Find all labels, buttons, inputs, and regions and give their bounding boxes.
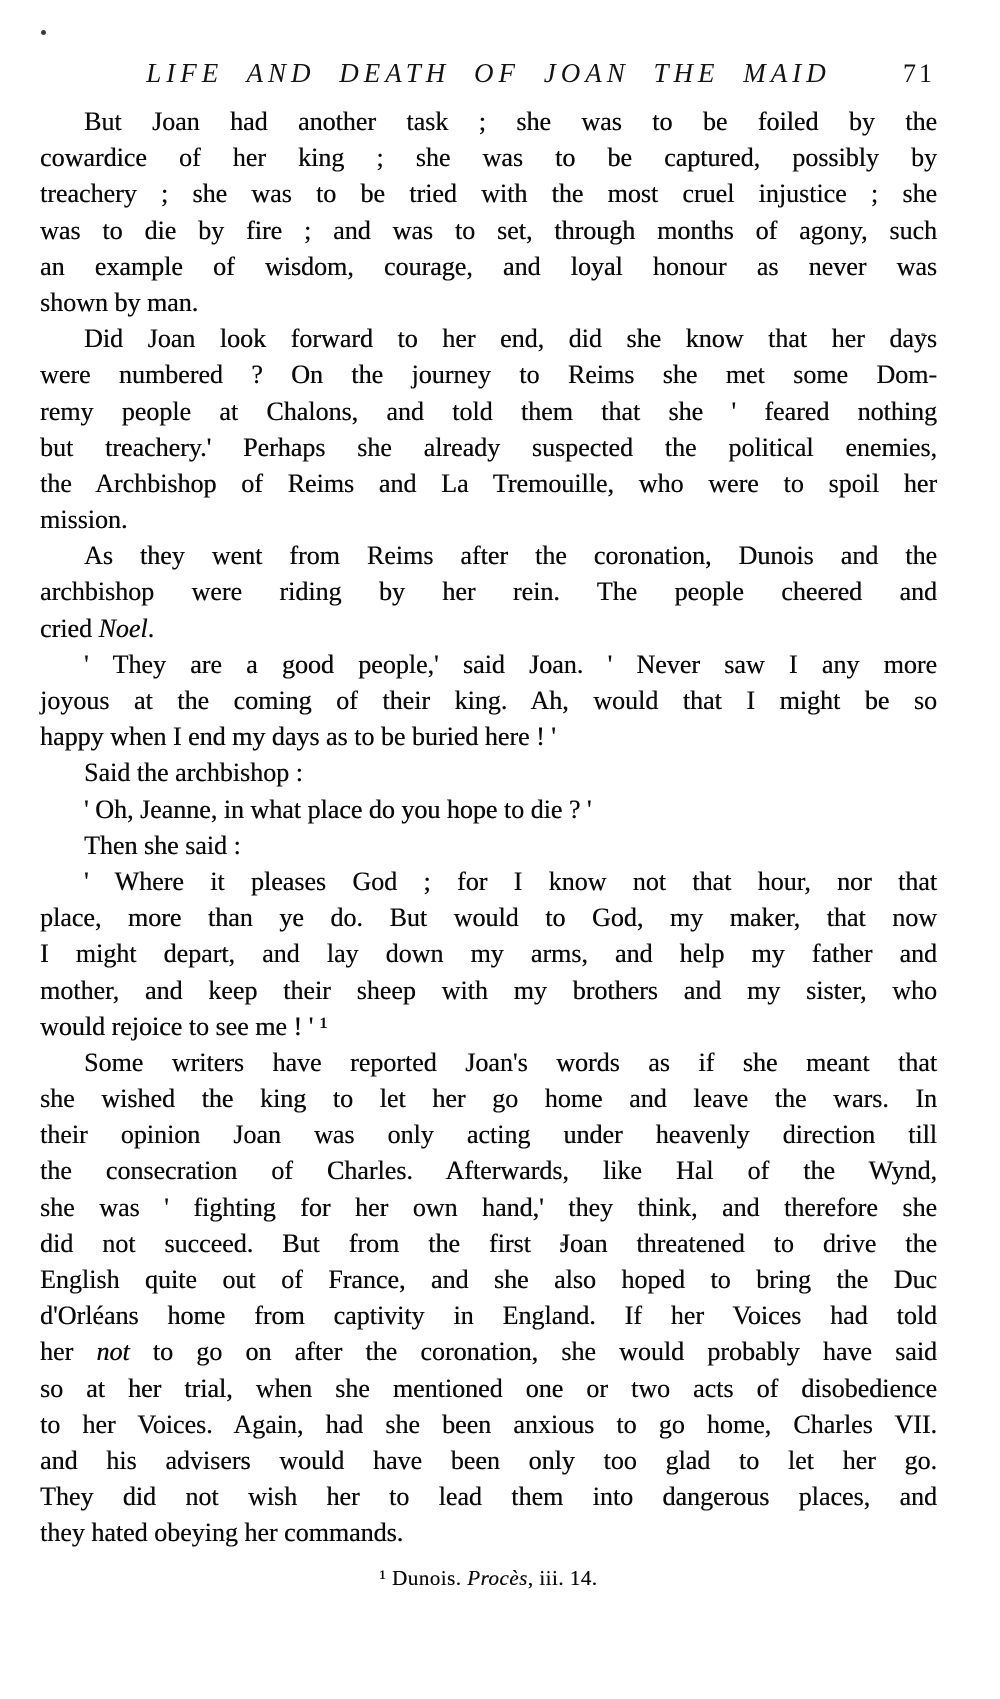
text-line: Then she said :	[84, 830, 241, 860]
paragraph	[40, 755, 937, 791]
text-line: treachery ; she was to be tried with the most cruel injustice ; she	[40, 179, 937, 209]
text-line: so at her trial, when she mentioned one or two acts of disobedience	[40, 1373, 937, 1403]
text-line: Said the archbishop :	[84, 758, 303, 788]
text-line: were numbered ? On the journey to Reims she met some Dom-	[40, 360, 937, 390]
paragraph	[40, 864, 937, 1045]
body-text	[40, 104, 937, 1552]
text-line: joyous at the coming of their king. Ah, would that I might be so	[40, 686, 937, 715]
text-line: ' Oh, Jeanne, in what place do you hope to die ? '	[84, 794, 592, 824]
text-line: and his advisers would have been only too glad to let her go.	[40, 1445, 937, 1475]
text-line: did not succeed. But from the first Joan threatened to drive the	[40, 1228, 937, 1258]
paragraph	[40, 321, 937, 538]
running-header-title: LIFE AND DEATH OF JOAN THE MAID	[146, 58, 831, 88]
paragraph	[40, 647, 937, 756]
text-line: remy people at Chalons, and told them that she ' feared nothing	[40, 396, 937, 426]
text-line: ' They are a good people,' said Joan. ' Never saw I any more	[84, 649, 937, 679]
text-line: she was ' fighting for her own hand,' they think, and therefore she	[40, 1192, 937, 1222]
text-line: They did not wish her to lead them into dangerous places, and	[40, 1482, 937, 1512]
text-line: mission.	[40, 505, 128, 535]
paragraph	[40, 538, 937, 647]
text-line: her not to go on after the coronation, she would probably have said	[40, 1337, 937, 1367]
text-line: an example of wisdom, courage, and loyal honour as never was	[40, 251, 937, 281]
paragraph	[40, 828, 937, 864]
text-line: Some writers have reported Joan's words as if she meant that	[84, 1047, 937, 1077]
text-line: archbishop were riding by her rein. The people cheered and	[40, 577, 937, 607]
text-line: English quite out of France, and she also hoped to bring the Duc	[40, 1265, 937, 1294]
text-line: cowardice of her king ; she was to be captured, possibly by	[40, 143, 937, 173]
text-line: shown by man.	[40, 287, 199, 317]
text-line: their opinion Joan was only acting under heavenly direction till	[40, 1120, 937, 1150]
text-line: to her Voices. Again, had she been anxious to go home, Charles VII.	[40, 1409, 937, 1439]
text-line: d'Orléans home from captivity in England. If her Voices had told	[40, 1301, 937, 1331]
text-line: mother, and keep their sheep with my brothers and my sister, who	[40, 975, 937, 1005]
text-line: the Archbishop of Reims and La Tremouille, who were to spoil her	[40, 468, 937, 498]
text-line: was to die by fire ; and was to set, through months of agony, such	[40, 215, 937, 245]
paragraph	[40, 792, 937, 828]
text-line: would rejoice to see me ! ' ¹	[40, 1011, 328, 1041]
text-line: they hated obeying her commands.	[40, 1518, 404, 1548]
text-line: ' Where it pleases God ; for I know not that hour, nor that	[84, 866, 937, 896]
text-line: she wished the king to let her go home and leave the wars. In	[40, 1084, 937, 1114]
text-line: cried Noel.	[40, 613, 155, 643]
text-line: place, more than ye do. But would to God, my maker, that now	[40, 903, 937, 933]
text-line: As they went from Reims after the coronation, Dunois and the	[84, 541, 937, 571]
text-line: but treachery.' Perhaps she already suspected the political enemies,	[40, 432, 937, 462]
text-line: I might depart, and lay down my arms, and help my father and	[40, 939, 937, 969]
text-line: the consecration of Charles. Afterwards, like Hal of the Wynd,	[40, 1156, 937, 1186]
footnote: ¹ Dunois. Procès, iii. 14.	[379, 1566, 598, 1590]
text-line: But Joan had another task ; she was to be foiled by the	[84, 107, 937, 136]
paragraph	[40, 104, 937, 321]
text-line: Did Joan look forward to her end, did she know that her days	[84, 324, 937, 354]
text-line: happy when I end my days as to be buried here ! '	[40, 722, 556, 752]
page-number: 71	[903, 59, 935, 88]
scan-speck	[41, 30, 46, 35]
paragraph	[40, 1045, 937, 1552]
running-header	[40, 58, 937, 92]
